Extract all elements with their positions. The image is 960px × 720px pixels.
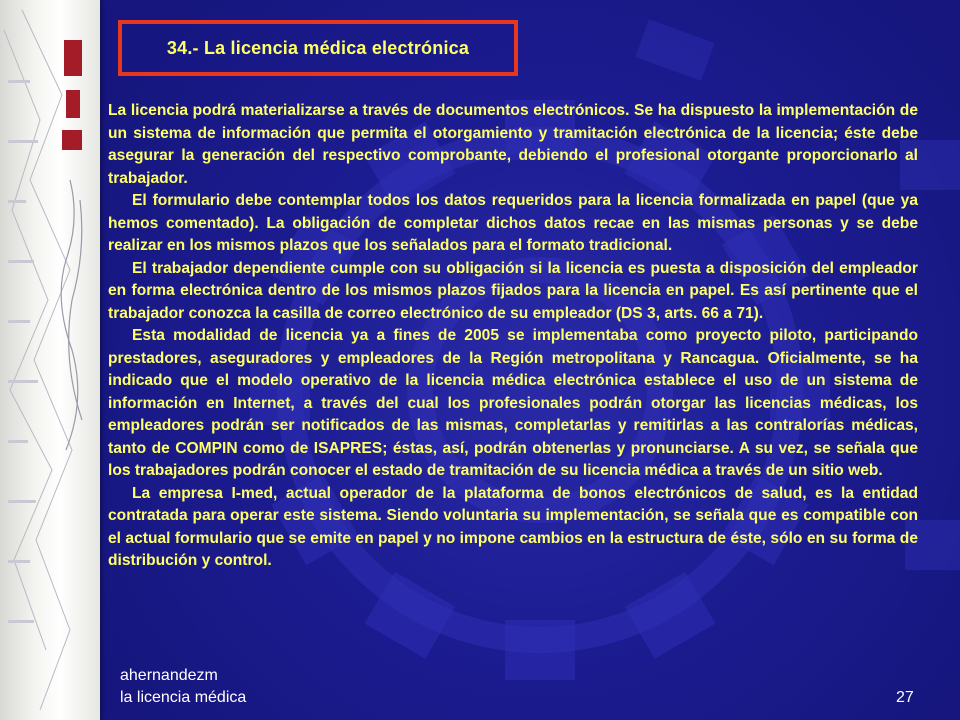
slide-page-number: 27 [896, 689, 914, 706]
slide-title-box [118, 20, 518, 76]
footer-topic: la licencia médica [120, 689, 247, 706]
body-paragraph: El trabajador dependiente cumple con su obligación si la licencia es puesta a disposición del empleador en forma electrónica dentro de los mismos plazos fijados para la licencia en papel. Es así pertinente que el trabajador conozca la casilla de correo electrónico de su empleador (DS 3, arts. 66 a 71). [108, 259, 918, 322]
paper-strip-decoration [0, 0, 100, 720]
footer-author: ahernandezm [120, 667, 218, 684]
body-paragraph: El formulario debe contemplar todos los datos requeridos para la licencia formalizada en papel (que ya hemos comentado). La obligación de completar dichos datos recae en las mismas personas y se debe realizar en los mismos plazos que los señalados para el formato tradicional. [108, 192, 918, 254]
slide-title: 34.- La licencia médica electrónica [166, 37, 470, 58]
body-paragraph: La empresa I-med, actual operador de la plataforma de bonos electrónicos de salud, es la entidad contratada para operar este sistema. Siendo voluntaria su implementación, se señala que es compatible con el actual formulario que se emite en papel y no impone cambios en la estructura de éste, sólo en su forma de distribución y control. [108, 484, 918, 569]
body-paragraph: Esta modalidad de licencia ya a fines de 2005 se implementaba como proyecto piloto, participando prestadores, aseguradores y empleadores de la Región metropolitana y Rancagua. Oficialmente, se ha indicado que el modelo operativo de la licencia médica electrónica establece el uso de un sistema de información en Internet, a través del cual los profesionales podrán otorgar las licencias médicas, los empleadores podrán ser notificados de las mismas, completarlas y remitirlas a las contralorías médicas, tanto de COMPIN como de ISAPRES; éstas, así, podrán obtenerlas y pronunciarse. A su vez, se señala que los trabajadores podrán conocer el estado de tramitación de su licencia médica a través de un sitio web. [108, 327, 918, 479]
body-paragraph: La licencia podrá materializarse a través de documentos electrónicos. Se ha dispuesto la implementación de un sistema de información que permita el otorgamiento y tramitación electrónica de la licencia; éste debe asegurar la generación del respectivo comprobante, debiendo el profesional otorgante proporcionarlo al trabajador. [108, 102, 918, 187]
slide-body [108, 100, 918, 573]
